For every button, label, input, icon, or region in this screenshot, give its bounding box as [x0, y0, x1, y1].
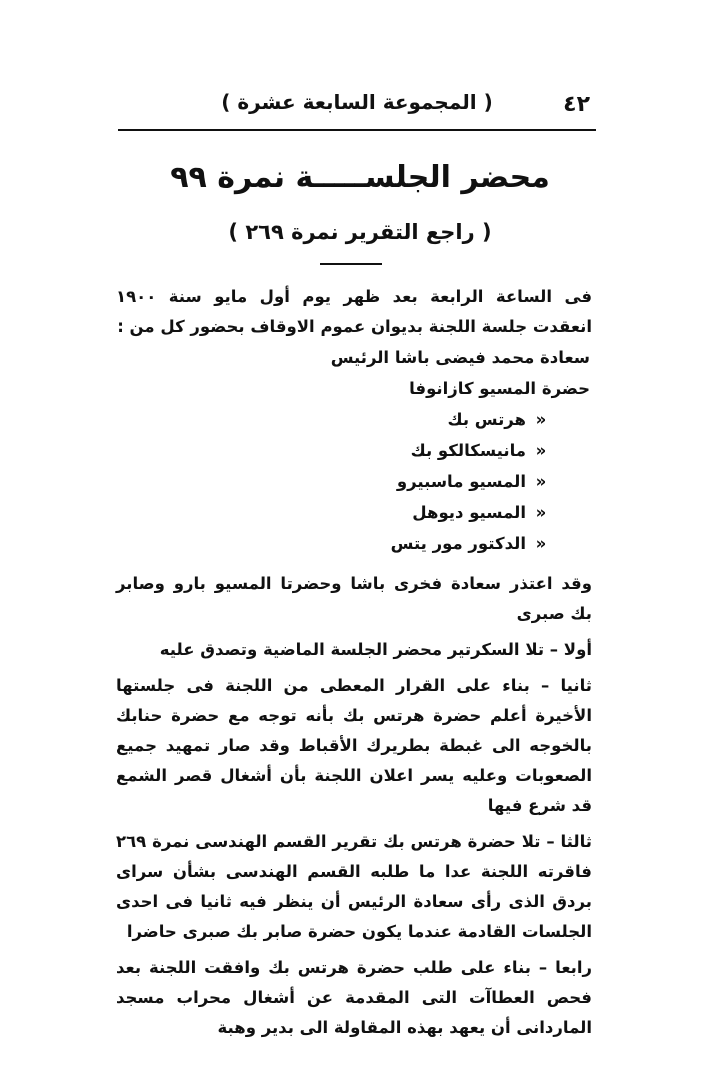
attendee-name: مانيسكالكو بك	[410, 441, 526, 460]
attendee-list	[116, 342, 600, 559]
agenda-item-4: رابعا – بناء على طلب حضرة هرتس بك وافقت اللجنة بعد فحص العطاآت التى المقدمة عن أشغال محراب مسجد الماردانى أن يعهد بهذه المقاولة الى بدير وهبة	[116, 958, 592, 1037]
attendee-item	[116, 528, 600, 559]
attendee-item	[116, 435, 600, 466]
agenda-item-3: ثالثا – تلا حضرة هرتس بك تقرير القسم الهندسى نمرة ٢٦٩ فاقرته اللجنة عدا ما طلبه القسم الهندسى بشأن سراى بردق الذى رأى سعادة الرئيس أن ينظر فيه ثانيا فى احدى الجلسات القادمة عندما يكون حضرة صابر بك صبرى حاضرا	[116, 832, 592, 941]
attendee-item	[116, 466, 600, 497]
attendee-name: سعادة محمد فيضى باشا الرئيس	[330, 348, 590, 367]
running-title: ( المجموعة السابعة عشرة )	[221, 90, 493, 114]
page-number: ٤٢	[563, 92, 590, 117]
minutes-title: محضر الجلســـــة نمرة ٩٩	[170, 160, 550, 195]
attendee-item	[116, 404, 600, 435]
title-divider	[320, 263, 382, 265]
attendee-name: هرتس بك	[447, 410, 526, 429]
agenda-item-1: أولا – تلا السكرتير محضر الجلسة الماضية وتصدق عليه	[159, 640, 592, 659]
opening-paragraph: فى الساعة الرابعة بعد ظهر يوم أول مايو سنة ١٩٠٠ انعقدت جلسة اللجنة بديوان عموم الاوقاف بحضور كل من :	[116, 287, 592, 336]
ditto-mark: «	[535, 441, 547, 460]
attendee-name: حضرة المسيو كازانوفا	[409, 379, 590, 398]
report-reference: ( راجع التقرير نمرة ٢٦٩ )	[228, 220, 492, 244]
apology-paragraph: وقد اعتذر سعادة فخرى باشا وحضرتا المسيو بارو وصابر بك صبرى	[116, 574, 592, 623]
ditto-mark: «	[535, 410, 547, 429]
attendee-name: الدكتور مور يتس	[390, 534, 526, 553]
attendee-item	[116, 373, 600, 404]
page-header	[118, 72, 596, 132]
header-rule	[118, 129, 596, 131]
attendee-item	[116, 342, 600, 373]
ditto-mark: «	[535, 472, 547, 491]
ditto-mark: «	[535, 503, 547, 522]
attendee-name: المسيو ماسبيرو	[396, 472, 526, 491]
attendee-name: المسيو ديوهل	[412, 503, 526, 522]
agenda-item-2: ثانيا – بناء على القرار المعطى من اللجنة فى جلستها الأخيرة أعلم حضرة هرتس بك بأنه توجه مع حضرة حنابك بالخوجه الى غبطة بطريرك الأقباط وقد صار تمهيد جميع الصعوبات وعليه يسر اعلان اللجنة بأن أشغال قصر الشمع قد شرع فيها	[116, 676, 592, 815]
minutes-body	[116, 282, 600, 1043]
attendee-item	[116, 497, 600, 528]
ditto-mark: «	[535, 534, 547, 553]
